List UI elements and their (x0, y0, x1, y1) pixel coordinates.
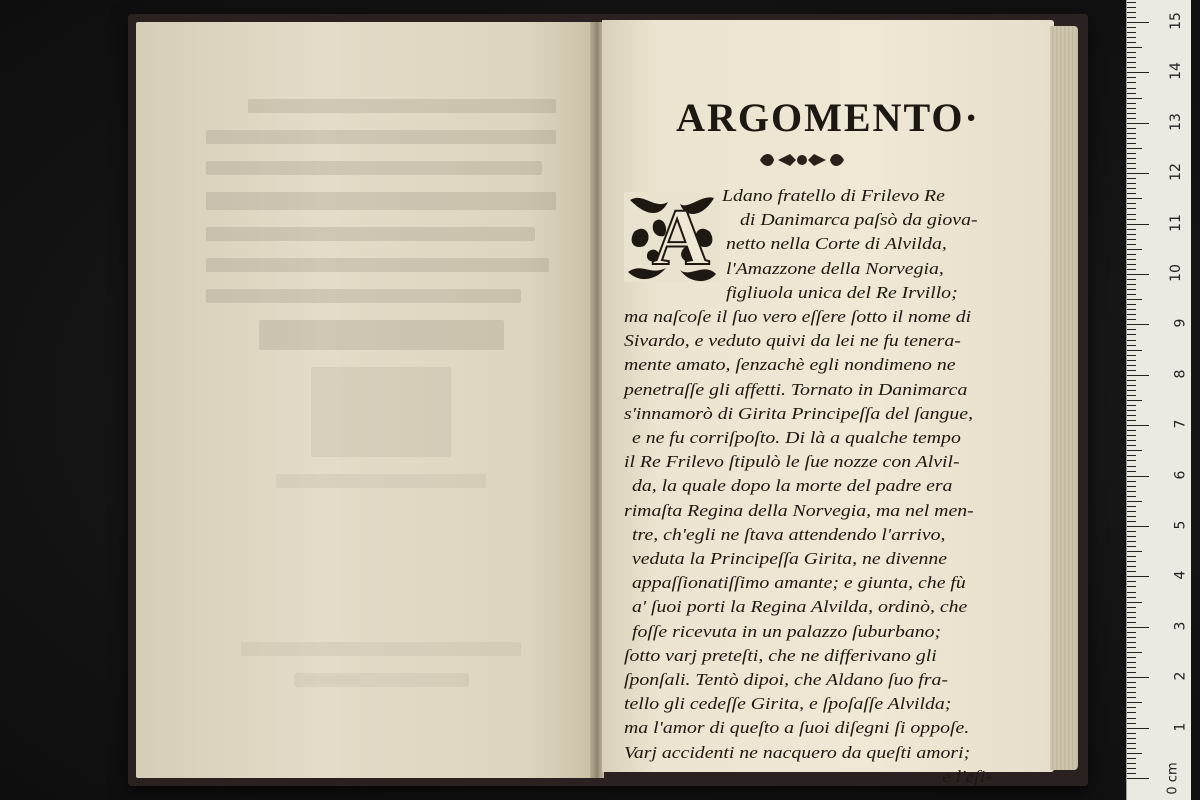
ruler-tick (1127, 203, 1136, 204)
ruler-tick (1127, 460, 1136, 461)
ruler-unit-label: 0 cm (1165, 762, 1181, 795)
ruler-tick (1127, 219, 1136, 220)
ruler-tick (1127, 627, 1149, 628)
ruler-tick (1127, 743, 1136, 744)
ruler-tick (1127, 208, 1136, 209)
ruler-tick (1127, 173, 1149, 174)
ruler-tick (1127, 77, 1136, 78)
ruler-tick (1127, 355, 1136, 356)
ruler-number: 7 (1172, 419, 1189, 429)
ruler-tick (1127, 234, 1136, 235)
ruler-tick (1127, 188, 1136, 189)
ruler-tick (1127, 370, 1136, 371)
ruler-tick (1127, 390, 1136, 391)
ruler-tick (1127, 214, 1136, 215)
ruler-number: 13 (1168, 112, 1185, 131)
ruler-tick (1127, 763, 1136, 764)
ruler-tick (1127, 294, 1136, 295)
ruler-tick (1127, 88, 1136, 89)
ruler-tick (1127, 62, 1136, 63)
ruler-tick (1127, 773, 1136, 774)
text-line: ma naſcoſe il ſuo vero eſſere ſotto il nome di (624, 307, 972, 326)
ruler-number: 11 (1168, 213, 1185, 232)
ruler-tick (1127, 733, 1136, 734)
ruler-tick (1127, 183, 1136, 184)
ruler-tick (1127, 405, 1136, 406)
ruler-tick (1127, 476, 1149, 477)
ruler-tick (1127, 324, 1149, 325)
ruler-tick (1127, 602, 1142, 603)
ruler-tick (1127, 712, 1136, 713)
ruler-tick (1127, 304, 1136, 305)
ruler-tick (1127, 637, 1136, 638)
text-line: veduta la Principeſſa Girita, ne divenne (632, 549, 948, 568)
ruler-tick (1127, 93, 1136, 94)
ruler-tick (1127, 768, 1136, 769)
ruler-tick (1127, 7, 1136, 8)
ruler-tick (1127, 229, 1136, 230)
text-line: ſotto varj preteſti, che ne differivano gli (624, 645, 937, 665)
ruler-tick (1127, 345, 1136, 346)
text-line: tello gli cedeſſe Girita, e ſpoſaſſe Alvilda; (624, 694, 952, 714)
ruler-tick (1127, 264, 1136, 265)
ruler-tick (1127, 350, 1142, 351)
ruler-tick (1127, 516, 1136, 517)
text-line: di Danimarca paſsò da giova- (740, 210, 978, 230)
ruler-tick (1127, 657, 1136, 658)
ruler-tick (1127, 12, 1136, 13)
text-line: penetraſſe gli affetti. Tornato in Danimarca (624, 379, 968, 399)
ruler-tick (1127, 597, 1136, 598)
ruler-tick (1127, 279, 1136, 280)
ruler-tick (1127, 375, 1149, 376)
text-line: rimaſta Regina della Norvegia, ma nel men- (624, 500, 974, 520)
text-line: il Re Frilevo ſtipulò le ſue nozze con Alvil- (624, 452, 960, 472)
measuring-ruler (1126, 0, 1191, 800)
ruler-tick (1127, 622, 1136, 623)
ruler-number: 2 (1172, 671, 1189, 681)
left-page (136, 22, 598, 778)
ruler-tick (1127, 133, 1136, 134)
ruler-tick (1127, 249, 1142, 250)
ruler-tick (1127, 52, 1136, 53)
ruler-tick (1127, 128, 1136, 129)
ruler-tick (1127, 430, 1136, 431)
ruler-tick (1127, 17, 1136, 18)
ruler-tick (1127, 561, 1136, 562)
ruler-tick (1127, 334, 1136, 335)
ruler-tick (1127, 697, 1136, 698)
ruler-number: 10 (1168, 264, 1185, 282)
ruler-tick (1127, 284, 1136, 285)
ruler-tick (1127, 440, 1136, 441)
ruler-tick (1127, 728, 1149, 729)
text-line: tre, ch'egli ne ſtava attendendo l'arrivo, (632, 524, 946, 544)
ruler-tick (1127, 677, 1149, 678)
ruler-tick (1127, 566, 1136, 567)
text-line: appaſſionatiſſimo amante; e giunta, che fù (632, 573, 966, 593)
text-line: mente amato, ſenzachè egli nondimeno ne (624, 355, 956, 375)
ruler-tick (1127, 269, 1136, 270)
ruler-number: 9 (1172, 318, 1189, 328)
ruler-tick (1127, 400, 1142, 401)
ruler-tick (1127, 27, 1136, 28)
ruler-tick (1127, 526, 1149, 527)
ruler-tick (1127, 314, 1136, 315)
ruler-tick (1127, 586, 1136, 587)
ruler-number: 8 (1172, 369, 1189, 379)
ruler-tick (1127, 723, 1136, 724)
ruler-tick (1127, 415, 1136, 416)
ruler-tick (1127, 72, 1149, 73)
ruler-tick (1127, 123, 1149, 124)
text-line: ſponſali. Tentò dipoi, che Aldano ſuo fra- (624, 670, 948, 689)
ruler-tick (1127, 612, 1136, 613)
ruler-tick (1127, 42, 1136, 43)
ruler-tick (1127, 511, 1136, 512)
ruler-number: 6 (1172, 470, 1189, 480)
ruler-tick (1127, 254, 1136, 255)
ruler-tick (1127, 778, 1149, 779)
ruler-tick (1127, 506, 1136, 507)
text-line: ma l'amor di queſto a ſuoi diſegni ſi oppoſe. (624, 718, 970, 738)
text-line: e ne fu corriſpoſto. Di là a qualche tempo (632, 428, 961, 447)
ruler-tick (1127, 168, 1136, 169)
ruler-tick (1127, 360, 1136, 361)
text-line: Varj accidenti ne nacquero da queſti amori; (624, 742, 971, 762)
ruler-tick (1127, 244, 1136, 245)
text-line: e l'eſi- (942, 766, 992, 786)
ruler-tick (1127, 571, 1136, 572)
ruler-tick (1127, 551, 1142, 552)
ruler-tick (1127, 2, 1136, 3)
ruler-tick (1127, 581, 1136, 582)
text-line: a' ſuoi porti la Regina Alvilda, ordinò, che (632, 597, 968, 617)
ruler-tick (1127, 481, 1136, 482)
text-line: Sivardo, e veduto quivi da lei ne fu tenera- (624, 331, 961, 351)
ruler-number: 12 (1168, 163, 1185, 182)
ruler-tick (1127, 319, 1136, 320)
ruler-tick (1127, 239, 1136, 240)
ruler-tick (1127, 57, 1136, 58)
text-line: s'innamorò di Girita Principeſſa del ſangue, (624, 403, 974, 423)
ruler-number: 5 (1172, 520, 1189, 530)
ruler-number: 1 (1172, 722, 1189, 732)
text-line: figliuola unica del Re Irvillo; (726, 282, 958, 302)
ruler-tick (1127, 652, 1142, 653)
ruler-tick (1127, 259, 1136, 260)
ruler-tick (1127, 738, 1136, 739)
right-page (602, 20, 1054, 786)
ruler-tick (1127, 103, 1136, 104)
ruler-tick (1127, 647, 1136, 648)
ruler-tick (1127, 682, 1136, 683)
ruler-tick (1127, 178, 1136, 179)
ruler-tick (1127, 158, 1136, 159)
page-edges (1050, 26, 1078, 770)
ruler-tick (1127, 299, 1142, 300)
ruler-tick (1127, 380, 1136, 381)
text-line: l'Amazzone della Norvegia, (726, 258, 944, 278)
text-line: Ldano fratello di Frilevo Re (722, 186, 945, 205)
ruler-number: 3 (1172, 621, 1189, 631)
ruler-tick (1127, 143, 1136, 144)
ruler-tick (1127, 329, 1136, 330)
ruler-tick (1127, 224, 1149, 225)
ruler-tick (1127, 607, 1136, 608)
ruler-tick (1127, 193, 1136, 194)
ruler-tick (1127, 486, 1136, 487)
ruler-tick (1127, 37, 1136, 38)
page-title: ARGOMENTO· (676, 95, 980, 140)
ruler-tick (1127, 289, 1136, 290)
ruler-tick (1127, 153, 1136, 154)
ruler-tick (1127, 702, 1142, 703)
ruler-tick (1127, 496, 1136, 497)
ruler-tick (1127, 118, 1136, 119)
ruler-tick (1127, 98, 1142, 99)
text-line: foſſe ricevuta in un palazzo ſuburbano; (632, 621, 942, 641)
ruler-tick (1127, 22, 1149, 23)
ruler-tick (1127, 541, 1136, 542)
argument-text (602, 20, 1054, 786)
ruler-tick (1127, 667, 1136, 668)
ruler-tick (1127, 672, 1136, 673)
ruler-tick (1127, 113, 1136, 114)
ruler-tick (1127, 455, 1136, 456)
ruler-tick (1127, 274, 1149, 275)
ruler-tick (1127, 67, 1136, 68)
ruler-tick (1127, 556, 1136, 557)
ruler-tick (1127, 425, 1149, 426)
ruler-number: 4 (1172, 570, 1189, 580)
ruler-tick (1127, 592, 1136, 593)
ruler-tick (1127, 748, 1136, 749)
ruler-tick (1127, 395, 1136, 396)
ruler-tick (1127, 531, 1136, 532)
ruler-tick (1127, 536, 1136, 537)
ruler-tick (1127, 471, 1136, 472)
bleed-through-text (206, 82, 556, 702)
ruler-tick (1127, 385, 1136, 386)
ruler-tick (1127, 466, 1136, 467)
ruler-number: 15 (1168, 12, 1185, 30)
ruler-tick (1127, 82, 1136, 83)
ruler-tick (1127, 47, 1142, 48)
text-line: da, la quale dopo la morte del padre era (632, 476, 953, 496)
ruler-tick (1127, 365, 1136, 366)
ruler-tick (1127, 410, 1136, 411)
ruler-tick (1127, 718, 1136, 719)
ruler-tick (1127, 340, 1136, 341)
ruler-tick (1127, 692, 1136, 693)
ruler-tick (1127, 632, 1136, 633)
ruler-tick (1127, 108, 1136, 109)
ruler-tick (1127, 32, 1136, 33)
ruler-tick (1127, 758, 1136, 759)
drop-cap-letter: A (652, 194, 710, 282)
ruler-tick (1127, 662, 1136, 663)
ruler-tick (1127, 450, 1142, 451)
ruler-tick (1127, 420, 1136, 421)
ruler-tick (1127, 753, 1142, 754)
ruler-tick (1127, 687, 1136, 688)
ruler-tick (1127, 163, 1136, 164)
ruler-tick (1127, 707, 1136, 708)
ruler-tick (1127, 617, 1136, 618)
ruler-tick (1127, 435, 1136, 436)
ruler-tick (1127, 148, 1142, 149)
ruler-tick (1127, 642, 1136, 643)
ruler-tick (1127, 546, 1136, 547)
ruler-tick (1127, 491, 1136, 492)
text-line: netto nella Corte di Alvilda, (726, 234, 947, 254)
ruler-tick (1127, 198, 1142, 199)
ruler-tick (1127, 445, 1136, 446)
ruler-tick (1127, 521, 1136, 522)
ruler-tick (1127, 576, 1149, 577)
ruler-tick (1127, 138, 1136, 139)
ruler-tick (1127, 309, 1136, 310)
ruler-tick (1127, 501, 1142, 502)
ruler-number: 14 (1168, 62, 1185, 81)
